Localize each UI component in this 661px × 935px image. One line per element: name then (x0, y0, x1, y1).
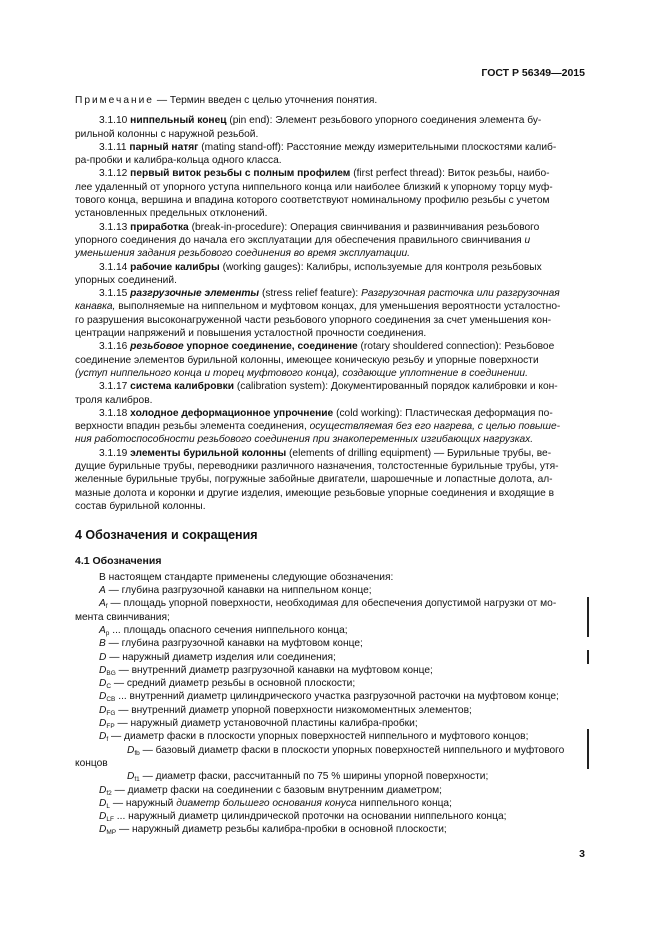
def-term: упорное соединение, соединение (186, 341, 358, 353)
def-number: 3.1.18 (99, 407, 128, 419)
def-english: (elements of drilling equipment) — (289, 447, 445, 459)
def-text: Расстояние между измерительными плоскостями калиб- (286, 141, 557, 153)
symbol-item (99, 784, 585, 797)
def-number: 3.1.17 (99, 381, 128, 393)
note-label: Примечание (75, 95, 154, 106)
def-number: 3.1.19 (99, 447, 128, 459)
symbol-subscript: f1 (134, 776, 140, 784)
symbol-subscript: p (105, 629, 110, 637)
symbol-letter: A (99, 585, 106, 597)
symbol-subscript: f (105, 603, 108, 611)
symbol-letter: D (99, 797, 107, 809)
def-text-italic-line: (уступ ниппельного конца и торец муфтового конца), создающие уплотнение в соединении. (75, 367, 528, 379)
symbol-description: — внутренний диаметр упорной поверхности низкомоментных элементов; (118, 704, 472, 716)
symbol-item (99, 584, 585, 597)
def-text: Документированный порядок калибровки и кон- (330, 381, 558, 393)
symbol-description: — наружный диаметр установочной пластины калибра-пробки; (117, 718, 418, 730)
definition-3-1-10 (75, 114, 585, 141)
def-text-line: центрации напряжений и повышения усталостной прочности соединения. (75, 328, 427, 340)
symbol-item (99, 730, 585, 743)
def-number: 3.1.10 (99, 115, 128, 127)
def-text-line: тового конца, вершина и впадина которого соответствуют номинальному профилю резьбы с учетом (75, 195, 550, 207)
symbol-description: — средний диаметр резьбы в основной плоскости; (113, 678, 356, 690)
def-text-italic-line: уменьшения задания резьбового соединения во время эксплуатации. (75, 248, 410, 260)
symbol-item (99, 770, 585, 783)
def-english: (pin end): (229, 115, 273, 127)
symbol-letter: B (99, 638, 106, 650)
def-number: 3.1.11 (99, 141, 127, 153)
symbol-letter: D (99, 784, 107, 796)
definition-3-1-13 (75, 221, 585, 261)
symbol-description: — площадь упорной поверхности, необходимая для обеспечения допустимой нагрузки от мо- (110, 598, 557, 610)
symbols-intro (99, 571, 585, 584)
symbol-letter: D (99, 824, 107, 836)
section-4-heading: 4 Обозначения и сокращения (75, 528, 258, 543)
def-text-line: рильной колонны с наружной резьбой. (75, 128, 259, 140)
change-bar (587, 729, 589, 769)
symbol-letter: A (99, 624, 106, 636)
def-term: ниппельный конец (130, 115, 227, 127)
symbol-description: — диаметр фаски, рассчитанный по 75 % ширины упорной поверхности; (142, 771, 489, 783)
definition-3-1-11 (75, 141, 585, 168)
symbol-letter: D (99, 651, 107, 663)
symbol-subscript: FG (106, 709, 116, 717)
note (75, 94, 585, 107)
def-text: Резьбовое (504, 341, 555, 353)
symbol-subscript: L (106, 802, 110, 810)
def-text-line: дущие бурильные трубы, переводники различного назначения, толстостенные бурильные трубы, утя- (75, 461, 559, 473)
def-term: система калибровки (130, 381, 235, 393)
section-4-1-heading: 4.1 Обозначения (75, 554, 162, 567)
symbol-description-italic: диаметр большего основания конуса (176, 797, 357, 809)
symbol-letter: D (127, 771, 135, 783)
symbol-description-continuation: концов (75, 757, 108, 769)
symbol-subscript: f2 (106, 789, 112, 797)
symbol-description: — диаметр фаски на соединении с базовым внутренним диаметром; (114, 784, 442, 796)
definition-3-1-19 (75, 447, 585, 513)
def-text: Калибры, используемые для контроля резьбовых (306, 261, 542, 273)
symbol-letter: D (99, 691, 107, 703)
def-term: холодное деформационное упрочнение (130, 407, 334, 419)
def-text-italic: Разгрузочная расточка или разгрузочная (361, 288, 560, 300)
def-english: (stress relief feature): (261, 288, 359, 300)
symbol-letter: D (99, 718, 107, 730)
def-term-italic: резьбовое (130, 341, 184, 353)
definition-3-1-18 (75, 407, 585, 447)
def-text-line: го разрушения высоконагруженной части резьбового упорного соединения за счет уменьшения кон- (75, 314, 552, 326)
symbol-description: — внутренний диаметр разгрузочной канавки на муфтовом конце; (118, 664, 433, 676)
symbol-item (99, 651, 585, 664)
symbol-item (99, 637, 585, 650)
def-term: первый виток резьбы с полным профилем (130, 168, 351, 180)
note-text: — Термин введен с целью уточнения понятия. (156, 95, 378, 106)
symbol-subscript: CB (106, 696, 116, 704)
def-number: 3.1.13 (99, 221, 128, 233)
def-term: парный натяг (129, 141, 199, 153)
symbol-letter: D (99, 811, 107, 823)
symbol-letter: D (99, 731, 107, 743)
symbol-description: — наружный (112, 797, 174, 809)
symbol-description: — базовый диаметр фаски в плоскости упорных поверхностей ниппельного и муфтового (142, 744, 565, 756)
def-text-line: ра-пробки и калибра-кольца одного класса. (75, 155, 282, 167)
symbol-item (75, 597, 585, 624)
def-number: 3.1.15 (99, 288, 128, 300)
def-text: Операция свинчивания и развинчивания резьбового (290, 221, 540, 233)
symbol-subscript: C (106, 683, 112, 691)
symbol-item (99, 690, 585, 703)
def-text: верхности впадин резьбы элемента соединения, (75, 421, 307, 433)
def-term: элементы бурильной колонны (130, 447, 287, 459)
def-text-line: желенные бурильные трубы, погружные забойные двигатели, шарошечные и лопастные долота, ал- (75, 474, 553, 486)
symbol-description-tail: ниппельного конца; (359, 797, 452, 809)
symbol-subscript: fb (134, 749, 140, 757)
def-text-line: состав бурильной колонны. (75, 500, 206, 512)
definition-3-1-15 (75, 287, 585, 340)
def-text-line: мазные долота и коронки и другие изделия, имеющие резьбовые упорные соединения и входящие в (75, 487, 555, 499)
def-text-italic: канавка, (75, 301, 116, 313)
symbol-description: ... площадь опасного сечения ниппельного конца; (112, 624, 348, 636)
def-text-line: упорных соединений. (75, 274, 177, 286)
symbol-item (99, 823, 585, 836)
symbol-description: ... внутренний диаметр цилиндрического участка разгрузочной расточки на муфтовом конце; (118, 691, 559, 703)
symbol-description: — наружный диаметр изделия или соединения; (109, 651, 336, 663)
symbol-letter: D (99, 664, 107, 676)
definition-3-1-14 (75, 261, 585, 288)
def-term: рабочие калибры (130, 261, 220, 273)
def-text-italic-line: ния работоспособности резьбового соединения при знакопеременных изгибающих нагрузках. (75, 434, 534, 446)
def-text: Виток резьбы, наибо- (447, 168, 550, 180)
def-term: приработка (130, 221, 189, 233)
def-text: Бурильные трубы, ве- (447, 447, 552, 459)
symbol-description-continuation: мента свинчивания; (75, 611, 170, 623)
def-english: (first perfect thread): (353, 168, 445, 180)
page-number: 3 (579, 848, 585, 860)
def-text-line: упорного соединения до начала его эксплуатации для обеспечения правильного свинчивания (75, 234, 522, 246)
def-english: (calibration system): (236, 381, 329, 393)
symbol-subscript: f (106, 736, 109, 744)
def-text: выполняемые на ниппельном и муфтовом концах, для уменьшения вероятности усталостно- (118, 301, 561, 313)
symbol-item (99, 810, 585, 823)
symbol-letter: D (99, 678, 107, 690)
def-text-line: установленных предельных отклонений. (75, 208, 268, 220)
def-text-line: троля калибров. (75, 394, 153, 406)
intro-text: В настоящем стандарте применены следующие обозначения: (99, 571, 394, 583)
symbol-letter: D (127, 744, 135, 756)
symbol-item (99, 677, 585, 690)
symbol-description: — глубина разгрузочной канавки на муфтовом конце; (108, 638, 363, 650)
def-text: Пластическая деформация по- (405, 407, 553, 419)
def-text-line: соединение элементов бурильной колонны, имеющее коническую резьбу и упорные поверхности (75, 354, 539, 366)
def-english: (cold working): (336, 407, 403, 419)
def-number: 3.1.14 (99, 261, 128, 273)
symbol-subscript: LF (106, 816, 114, 824)
symbol-description: ... наружный диаметр цилиндрической проточки на основании ниппельного конца; (116, 811, 507, 823)
symbol-subscript: FP (106, 723, 115, 731)
def-term: разгрузочные элементы (130, 288, 260, 300)
symbol-item (99, 664, 585, 677)
symbols-list (75, 571, 585, 837)
definition-3-1-12 (75, 167, 585, 220)
symbol-item (75, 744, 585, 771)
symbol-description: — диаметр фаски в плоскости упорных поверхностей ниппельного и муфтового концов; (111, 731, 529, 743)
symbol-item (99, 704, 585, 717)
def-text-italic: и (524, 234, 531, 246)
symbol-description: — наружный диаметр резьбы калибра-пробки в основной плоскости; (118, 824, 447, 836)
def-english: (break-in-procedure): (191, 221, 288, 233)
def-english: (rotary shouldered connection): (360, 341, 502, 353)
definition-3-1-16 (75, 340, 585, 380)
def-number: 3.1.16 (99, 341, 128, 353)
symbol-item (99, 624, 585, 637)
symbol-letter: A (99, 598, 106, 610)
symbol-item (99, 717, 585, 730)
def-number: 3.1.12 (99, 168, 128, 180)
change-bar (587, 597, 589, 637)
symbol-letter: D (99, 704, 107, 716)
symbol-item (99, 797, 585, 810)
page-content (75, 94, 585, 837)
def-english: (working gauges): (222, 261, 304, 273)
def-text-italic: осуществляемая без его нагрева, с целью повыше- (309, 421, 561, 433)
symbol-description: — глубина разгрузочной канавки на ниппельном конце; (108, 585, 372, 597)
standard-header: ГОСТ Р 56349—2015 (481, 67, 585, 79)
definition-3-1-17 (75, 380, 585, 407)
change-bar (587, 650, 589, 664)
def-text-line: лее удаленный от упорного уступа ниппельного конца или наиболее близкий к упорному торцу муф- (75, 181, 553, 193)
symbol-subscript: BG (106, 669, 116, 677)
def-english: (mating stand-off): (201, 141, 284, 153)
symbol-subscript: MP (106, 829, 117, 837)
def-text: Элемент резьбового упорного соединения элемента бу- (275, 115, 542, 127)
